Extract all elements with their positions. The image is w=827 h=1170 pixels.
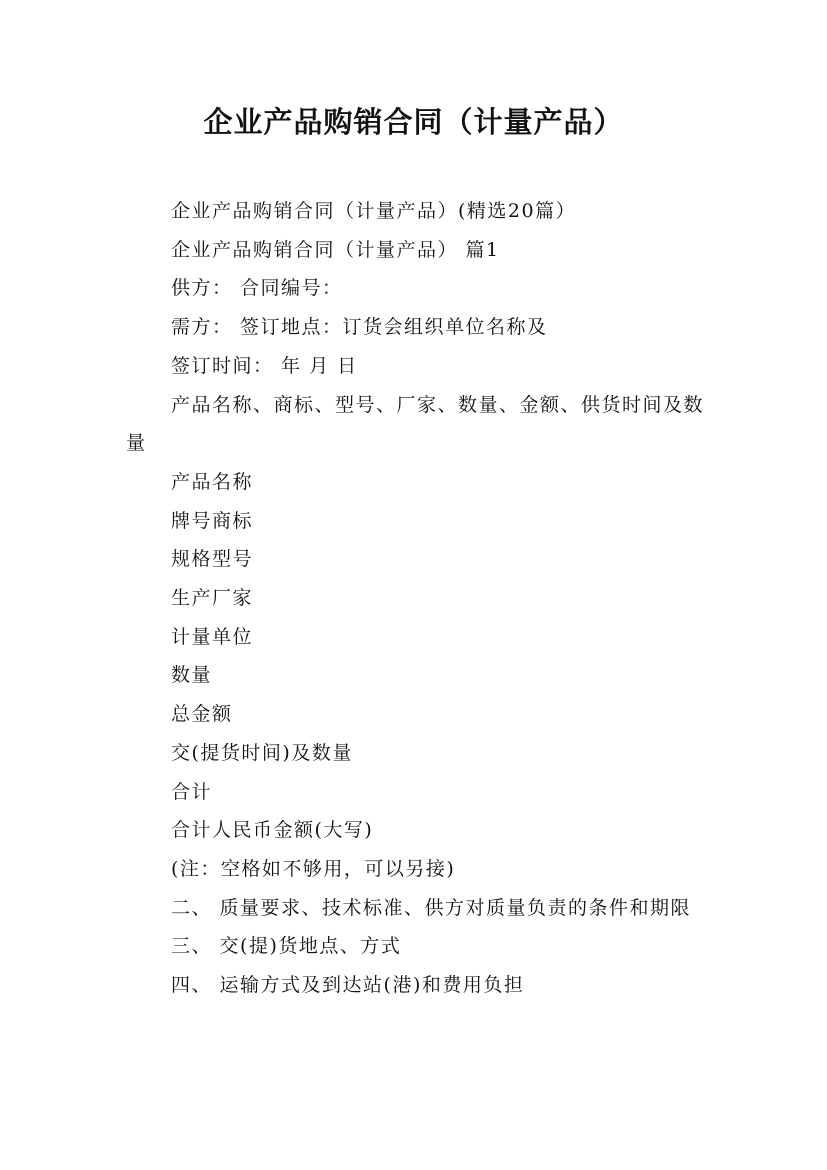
paragraph-unit: 计量单位 <box>171 625 254 648</box>
paragraph-model: 规格型号 <box>171 548 254 571</box>
paragraph-section-heading: 企业产品购销合同（计量产品） 篇1 <box>171 238 500 261</box>
paragraph-delivery-time: 交(提货时间)及数量 <box>171 741 353 764</box>
paragraph-subtitle: 企业产品购销合同（计量产品）(精选20篇） <box>171 200 577 222</box>
paragraph-clause-3: 三、 交(提)货地点、方式 <box>171 935 402 958</box>
paragraph-brand: 牌号商标 <box>171 509 254 532</box>
document-body <box>126 192 706 1005</box>
paragraph-total-rmb: 合计人民币金额(大写) <box>171 819 374 842</box>
paragraph-buyer: 需方： 签订地点：订货会组织单位名称及 <box>171 316 548 339</box>
paragraph-product-name: 产品名称 <box>171 470 254 493</box>
paragraph-total-amount: 总金额 <box>171 703 233 726</box>
paragraph-sign-date: 签订时间： 年 月 日 <box>171 354 358 377</box>
paragraph-total: 合计 <box>171 780 213 803</box>
paragraph-product-info: 产品名称、商标、型号、厂家、数量、金额、供货时间及数量 <box>126 393 705 455</box>
paragraph-quantity: 数量 <box>171 664 213 687</box>
paragraph-clause-4: 四、 运输方式及到达站(港)和费用负担 <box>171 974 525 997</box>
paragraph-note: (注：空格如不够用，可以另接) <box>171 857 456 880</box>
paragraph-manufacturer: 生产厂家 <box>171 587 254 610</box>
paragraph-supplier: 供方： 合同编号： <box>171 277 343 300</box>
paragraph-clause-2: 二、 质量要求、技术标准、供方对质量负责的条件和期限 <box>171 896 692 919</box>
document-title: 企业产品购销合同（计量产品） <box>203 105 624 139</box>
